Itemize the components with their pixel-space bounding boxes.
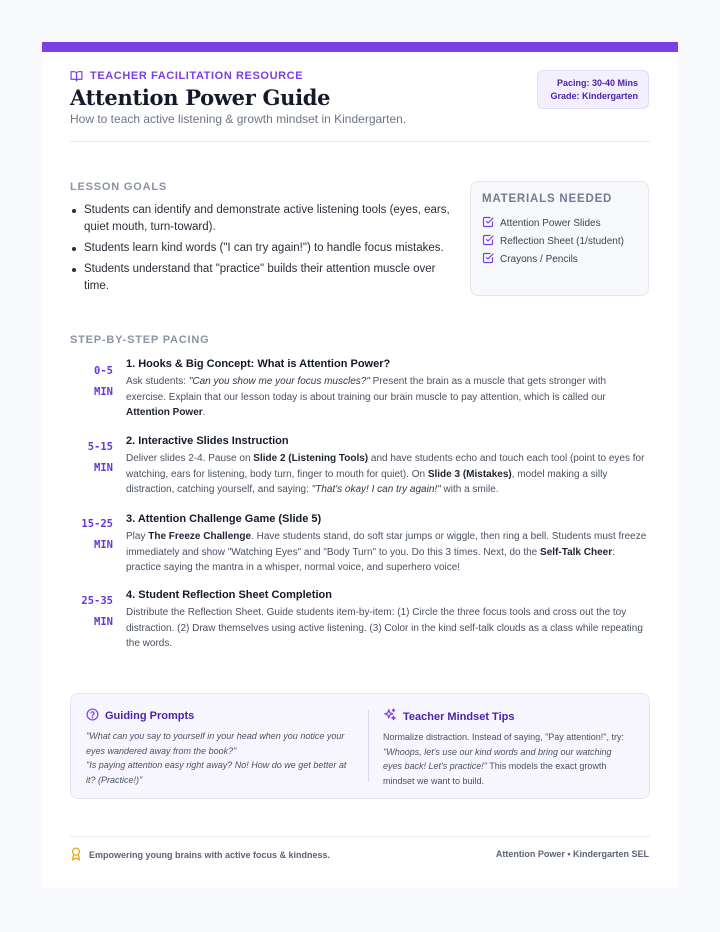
award-ribbon-icon [70, 847, 82, 863]
step-title: 3. Attention Challenge Game (Slide 5) [126, 513, 322, 525]
material-label: Crayons / Pencils [500, 253, 578, 265]
goal-item: Students understand that "practice" builds their attention muscle over time. [70, 261, 450, 295]
grade-line: Grade: Kindergarten [550, 91, 638, 101]
guiding-prompts-title: Guiding Prompts [105, 710, 195, 722]
pacing-line: Pacing: 30-40 Mins [556, 78, 638, 88]
mindset-tips-text: Normalize distraction. Instead of saying, "Pay attention!", try: "Whoops, let's use our kind words and bring our watching eyes back! Let's practice!" This models the exact growth mindset we want to build. [383, 732, 625, 786]
goal-item: Students learn kind words ("I can try again!") to handle focus mistakes. [70, 240, 450, 257]
teacher-mindset-tips [383, 708, 633, 788]
materials-list [482, 214, 648, 268]
step-time: 0-5 MIN [94, 365, 113, 398]
step-description: Distribute the Reflection Sheet. Guide students item-by-item: (1) Circle the three focus tools and cross out the toy distraction. (2) Draw themselves using active listening. (3) Color in the kind self-talk clouds as a class while repeating the words. [126, 607, 643, 650]
step-title: 2. Interactive Slides Instruction [126, 435, 289, 447]
guiding-prompts-text: "What can you say to yourself in your head when you notice your eyes wandered away from the book?" "Is paying attention easy right away? No! How do we get better at it? (Practice!)" [86, 731, 347, 785]
book-open-icon [70, 70, 83, 82]
material-item [482, 232, 648, 250]
step-title: 1. Hooks & Big Concept: What is Attention Power? [126, 358, 391, 370]
guiding-prompts [86, 708, 354, 787]
page-title: Attention Power Guide [70, 85, 331, 110]
step-description: Deliver slides 2-4. Pause on Slide 2 (Listening Tools) and have students echo and touch each tool (point to eyes for watching, ears for listening, body turn, finger to mouth for quiet). On Slide 3 (Mistakes), model making a silly distraction, catching yourself, and saying: "That's okay! I can try again!" with a smile. [126, 453, 645, 496]
pacing-grade-badge [537, 70, 649, 109]
tips-divider [368, 710, 369, 782]
checkbox-icon [482, 216, 494, 231]
pacing-heading: STEP-BY-STEP PACING [70, 334, 210, 346]
step-title: 4. Student Reflection Sheet Completion [126, 589, 332, 601]
lesson-goals-list [70, 202, 450, 299]
material-item [482, 214, 648, 232]
step-description: Play The Freeze Challenge. Have students stand, do soft star jumps or wiggle, then ring a bell. Students must freeze immediately and show "Watching Eyes" and "Body Turn" to you. Do this 3 times. Next, do the Self-Talk Cheer: practice saying the mantra in a whisper, normal voice, and superhero voice! [126, 531, 647, 574]
material-label: Reflection Sheet (1/student) [500, 235, 624, 247]
material-item [482, 250, 648, 268]
header-divider [70, 141, 650, 142]
document-page [42, 42, 678, 888]
eyebrow-text: TEACHER FACILITATION RESOURCE [90, 70, 304, 82]
footer-course-label: Attention Power • Kindergarten SEL [495, 849, 649, 859]
materials-card [470, 181, 649, 296]
step-time: 5-15 MIN [87, 441, 113, 474]
step-description: Ask students: "Can you show me your focus muscles?" Present the brain as a muscle that gets stronger with exercise. Explain that our lesson today is about training our brain muscle to pay attention, which is called our Attention Power. [126, 376, 607, 419]
mindset-tips-title: Teacher Mindset Tips [403, 710, 515, 723]
tips-panel [70, 693, 650, 799]
sparkle-icon [383, 708, 397, 725]
checkbox-icon [482, 252, 494, 267]
goal-item: Students can identify and demonstrate active listening tools (eyes, ears, quiet mouth, turn-toward). [70, 202, 450, 236]
checkbox-icon [482, 234, 494, 249]
footer-divider [70, 836, 650, 837]
page-subtitle: How to teach active listening & growth mindset in Kindergarten. [70, 112, 407, 126]
step-time: 15-25 MIN [81, 518, 113, 551]
material-label: Attention Power Slides [500, 217, 601, 229]
step-time: 25-35 MIN [81, 595, 113, 628]
question-circle-icon [86, 708, 99, 724]
resource-label [70, 70, 303, 82]
accent-top-bar [42, 42, 678, 52]
lesson-goals-heading: LESSON GOALS [70, 181, 167, 193]
footer-tagline: Empowering young brains with active focus & kindness. [70, 847, 330, 863]
materials-heading: MATERIALS NEEDED [482, 193, 613, 205]
